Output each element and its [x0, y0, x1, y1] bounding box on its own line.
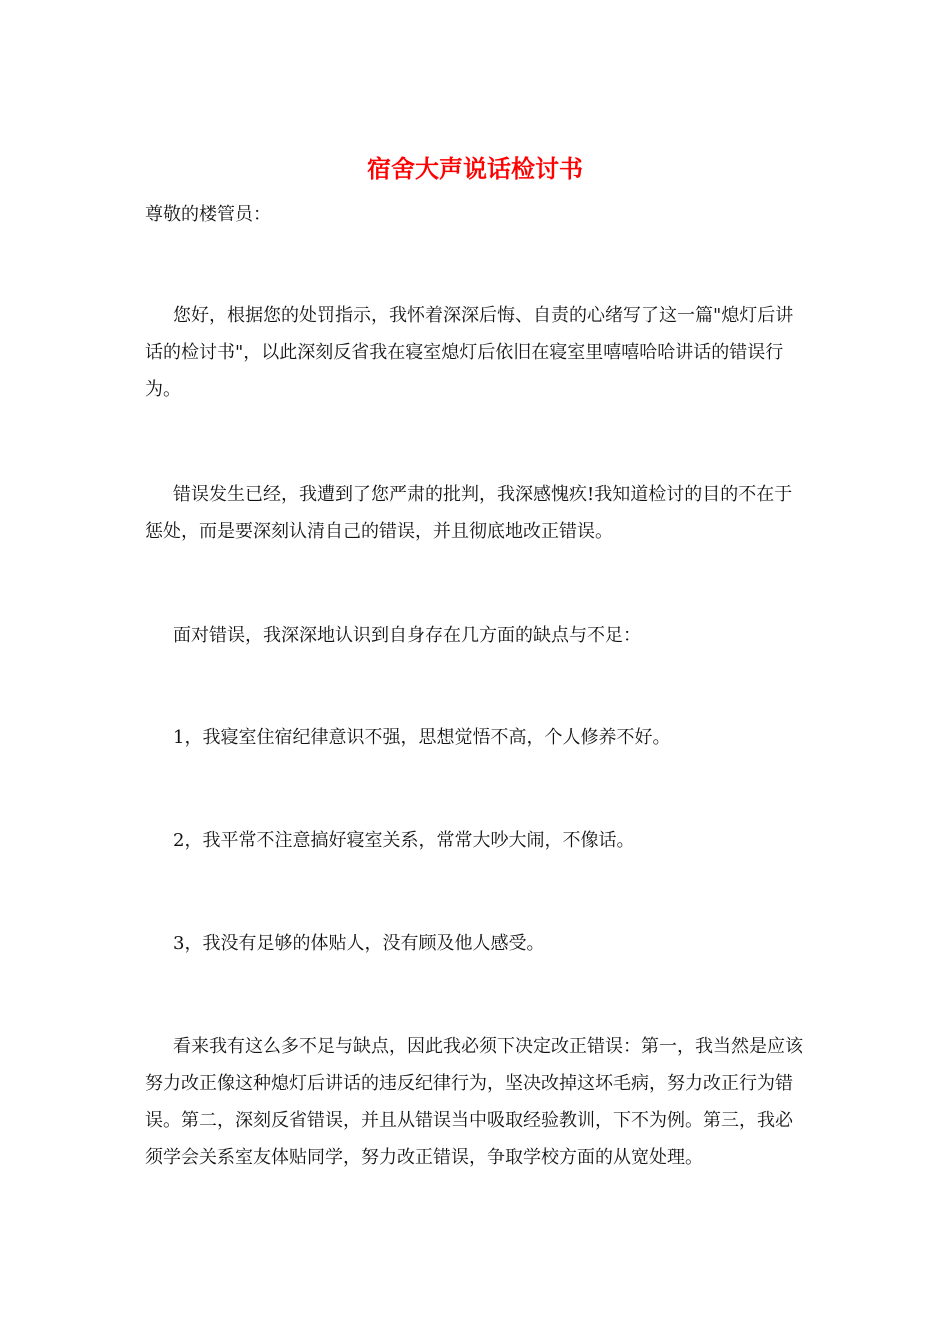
- document-title: 宿舍大声说话检讨书: [367, 155, 583, 183]
- paragraph-2: 错误发生已经，我遭到了您严肃的批判，我深感愧疚!我知道检讨的目的不在于惩处，而是要深刻认清自己的错误，并且彻底地改正错误。: [145, 484, 793, 542]
- salutation: 尊敬的楼管员：: [145, 204, 271, 225]
- list-item-1: 1，我寝室住宿纪律意识不强，思想觉悟不高，个人修养不好。: [173, 727, 671, 748]
- paragraph-1: 您好，根据您的处罚指示，我怀着深深后悔、自责的心绪写了这一篇"熄灯后讲话的检讨书"，以此深刻反省我在寝室熄灯后依旧在寝室里嘻嘻哈哈讲话的错误行为。: [145, 305, 794, 400]
- list-item-3: 3，我没有足够的体贴人，没有顾及他人感受。: [173, 933, 545, 954]
- paragraph-conclusion: 看来我有这么多不足与缺点，因此我必须下决定改正错误：第一，我当然是应该努力改正像这种熄灯后讲话的违反纪律行为，坚决改掉这坏毛病，努力改正行为错误。第二，深刻反省错误，并且从错误当中吸取经验教训，下不为例。第三，我必须学会关系室友体贴同学，努力改正错误，争取学校方面的从宽处理。: [145, 1036, 803, 1168]
- list-item-2: 2，我平常不注意搞好寝室关系，常常大吵大闹，不像话。: [173, 830, 635, 851]
- paragraph-3: 面对错误，我深深地认识到自身存在几方面的缺点与不足：: [173, 625, 641, 646]
